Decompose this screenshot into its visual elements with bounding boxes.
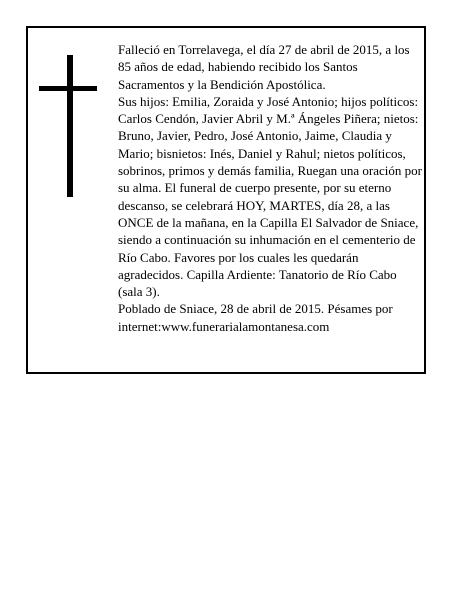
place-date-condolences-paragraph: Poblado de Sniace, 28 de abril de 2015. Pésames por internet:www.funerarialamontanesa.com: [118, 301, 393, 334]
cross-horizontal-bar: [39, 86, 97, 91]
death-announcement-paragraph: Falleció en Torrelavega, el día 27 de abril de 2015, a los 85 años de edad, habiendo recibido los Santos Sacramentos y la Bendición Apostólica.: [118, 42, 410, 92]
obituary-text: [118, 41, 424, 335]
family-and-funeral-paragraph: Sus hijos: Emilia, Zoraida y José Antonio; hijos políticos: Carlos Cendón, Javier Abril y M.ª Ángeles Piñera; nietos: Bruno, Javier, Pedro, José Antonio, Jaime, Claudia y Mario; bisnietos: Inés, Daniel y Rahul; nietos políticos, sobrinos, primos y demás familia, Ruegan una oración por su alma. El funeral de cuerpo presente, por su eterno descanso, se celebrará HOY, MARTES, día 28, a las ONCE de la mañana, en la Capilla El Salvador de Sniace, siendo a continuación su inhumación en el cementerio de Río Cabo. Favores por los cuales les quedarán agradecidos. Capilla Ardiente: Tanatorio de Río Cabo (sala 3).: [118, 93, 422, 300]
obituary-notice: [26, 26, 426, 374]
cross-vertical-bar: [67, 55, 73, 197]
